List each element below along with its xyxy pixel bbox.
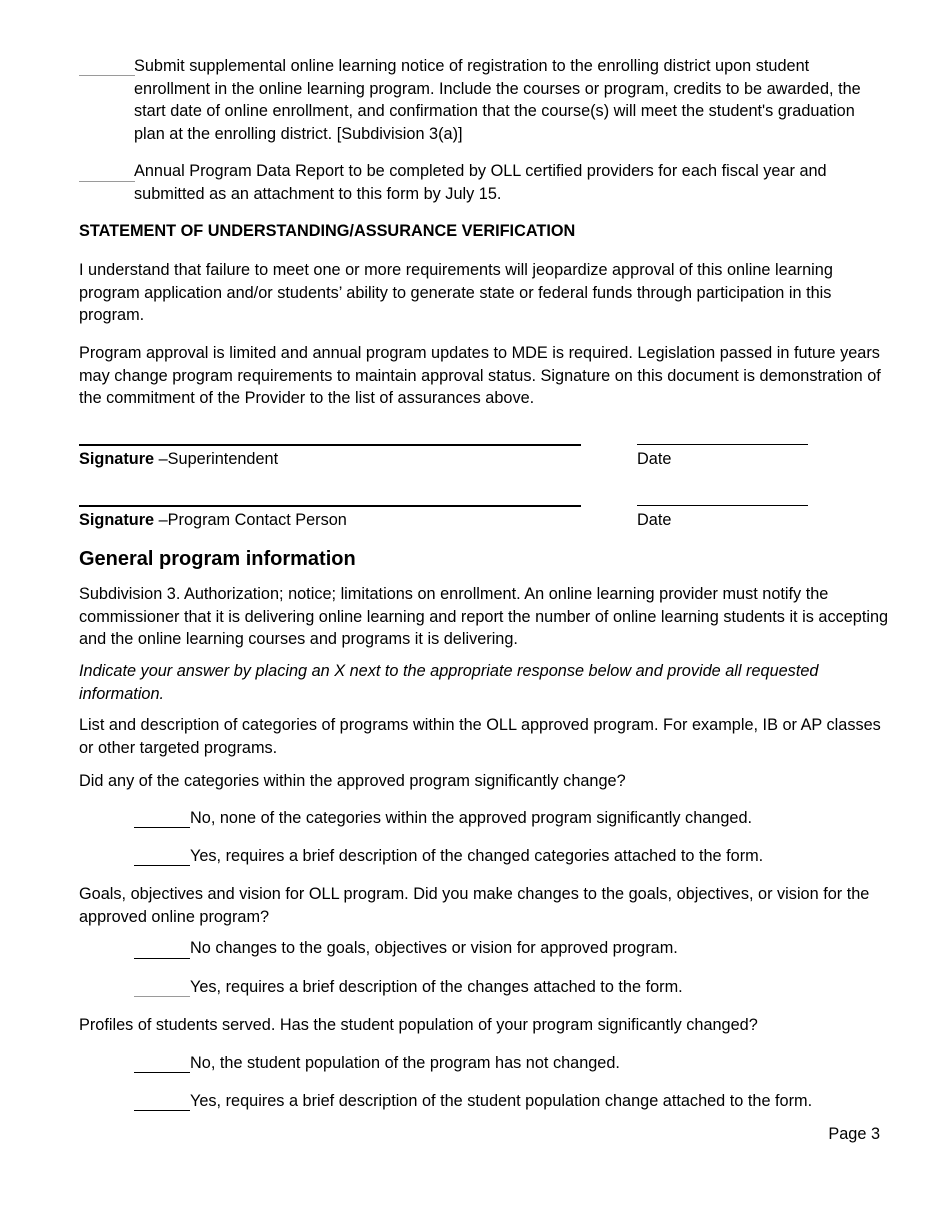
signature-label-superintendent: Signature –Superintendent — [79, 450, 279, 468]
q2-blank-yes[interactable] — [134, 996, 190, 997]
general-intro: Subdivision 3. Authorization; notice; limitations on enrollment. An online learning provider must notify the commissioner that it is delivering online learning and report the number of online learning students it is accepting and the online learning courses and programs it is delivering. — [79, 585, 889, 648]
signature-label-contact: Signature –Program Contact Person — [79, 511, 347, 529]
assurance-paragraph-1: I understand that failure to meet one or more requirements will jeopardize approval of this online learning program application and/or students’ ability to generate state or federal funds through participation in this program. — [79, 261, 833, 324]
q2-option-yes: Yes, requires a brief description of the changes attached to the form. — [190, 978, 683, 996]
q3-blank-yes[interactable] — [134, 1110, 190, 1111]
question-categories: Did any of the categories within the approved program significantly change? — [79, 772, 626, 790]
q2-blank-no[interactable] — [134, 958, 190, 959]
general-heading: General program information — [79, 548, 356, 570]
assurance-heading: STATEMENT OF UNDERSTANDING/ASSURANCE VERIFICATION — [79, 222, 576, 240]
date-line-superintendent[interactable] — [637, 444, 808, 445]
date-line-contact[interactable] — [637, 505, 808, 506]
q3-option-no: No, the student population of the program has not changed. — [190, 1054, 620, 1072]
signature-line-contact[interactable] — [79, 505, 581, 507]
assurance-paragraph-2: Program approval is limited and annual program updates to MDE is required. Legislation passed in future years may change program requirements to maintain approval status. Signature on this document is demonstration of the commitment of the Provider to the list of assurances above. — [79, 344, 881, 407]
question-profiles: Profiles of students served. Has the student population of your program significantly changed? — [79, 1016, 758, 1034]
question-goals: Goals, objectives and vision for OLL program. Did you make changes to the goals, objectives, or vision for the approved online program? — [79, 885, 870, 926]
q2-option-no: No changes to the goals, objectives or vision for approved program. — [190, 939, 678, 957]
page-number: Page 3 — [828, 1125, 880, 1143]
date-label-superintendent: Date — [637, 450, 672, 468]
q1-blank-yes[interactable] — [134, 865, 190, 866]
general-instruction: Indicate your answer by placing an X next to the appropriate response below and provide all requested information. — [79, 662, 819, 703]
checklist-blank-1[interactable] — [79, 75, 135, 76]
checklist-item-1: Submit supplemental online learning notice of registration to the enrolling district upon student enrollment in the online learning program. Include the courses or program, credits to be awarded, the start date of online enrollment, and confirmation that the course(s) will meet the student's graduation plan at the enrolling district. [Subdivision 3(a)] — [134, 57, 861, 143]
q1-option-no: No, none of the categories within the approved program significantly changed. — [190, 809, 753, 827]
date-label-contact: Date — [637, 511, 672, 529]
categories-description: List and description of categories of programs within the OLL approved program. For example, IB or AP classes or other targeted programs. — [79, 716, 881, 757]
checklist-item-2: Annual Program Data Report to be completed by OLL certified providers for each fiscal year and submitted as an attachment to this form by July 15. — [134, 162, 827, 203]
checklist-blank-2[interactable] — [79, 181, 135, 182]
signature-line-superintendent[interactable] — [79, 444, 581, 446]
q1-option-yes: Yes, requires a brief description of the changed categories attached to the form. — [190, 847, 764, 865]
q3-option-yes: Yes, requires a brief description of the student population change attached to the form. — [190, 1092, 813, 1110]
q3-blank-no[interactable] — [134, 1072, 190, 1073]
q1-blank-no[interactable] — [134, 827, 190, 828]
